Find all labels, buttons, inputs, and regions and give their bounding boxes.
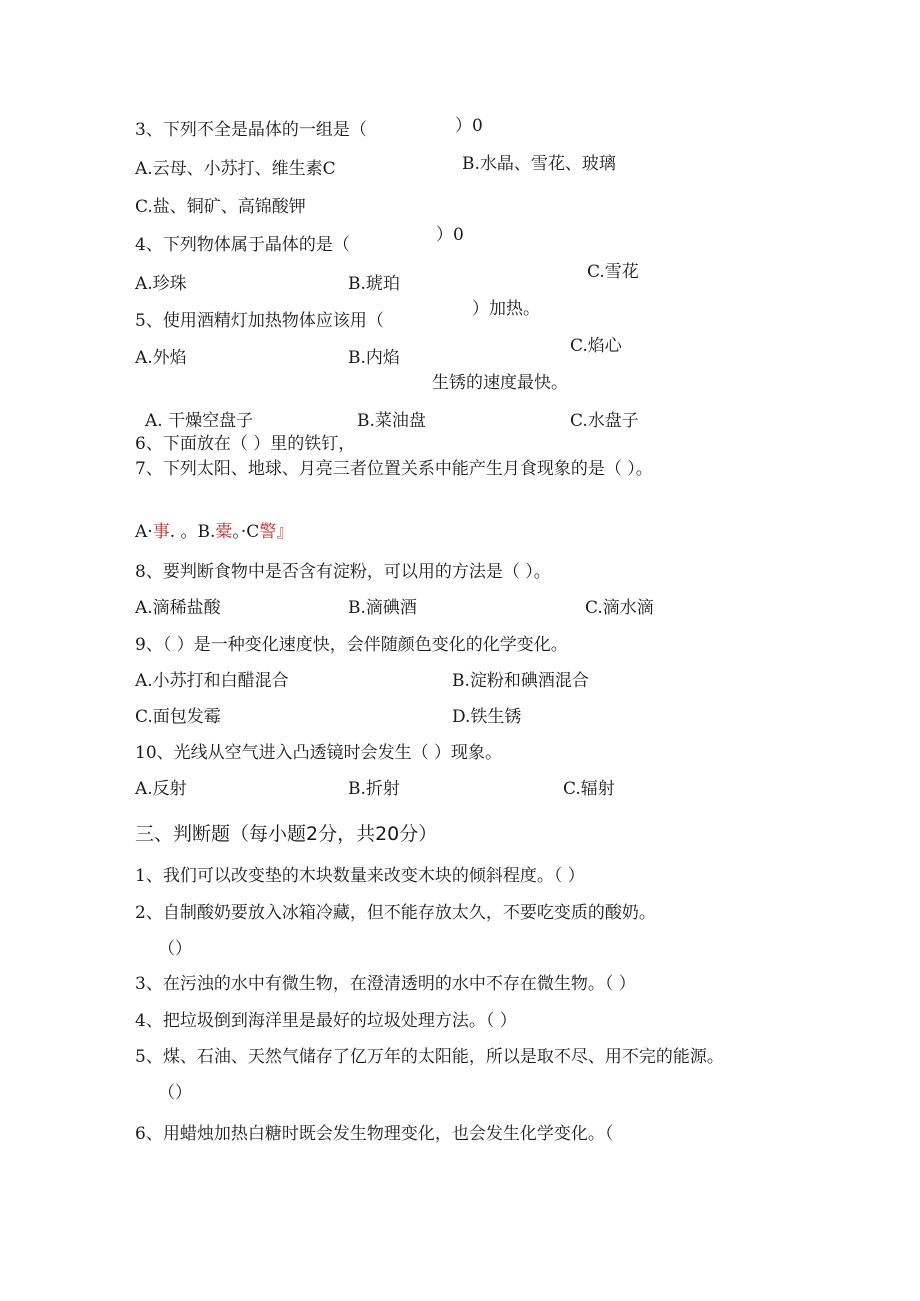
judge-item-3: 3、在污浊的水中有微生物，在澄清透明的水中不存在微生物。（ ） xyxy=(135,974,636,994)
judge-item-5-paren: （） xyxy=(158,1083,192,1103)
judge-item-5: 5、煤、石油、天然气储存了亿万年的太阳能，所以是取不尽、用不完的能源。 xyxy=(135,1047,724,1067)
judge-item-4: 4、把垃圾倒到海洋里是最好的垃圾处理方法。（ ） xyxy=(135,1011,517,1031)
q4-close: ）0 xyxy=(436,225,464,245)
q6-option-c: C.水盘子 xyxy=(570,411,639,431)
judge-item-1: 1、我们可以改变垫的木块数量来改变木块的倾斜程度。（ ） xyxy=(135,866,585,886)
q7-options xyxy=(135,521,293,543)
q6-stem-tail: 生锈的速度最快。 xyxy=(432,373,568,393)
q10-option-c: C.辐射 xyxy=(563,779,615,799)
q7-end-mark: 』 xyxy=(276,522,294,542)
q10-stem: 10、光线从空气进入凸透镜时会发生（ ）现象。 xyxy=(135,743,503,763)
q5-option-b: B.内焰 xyxy=(348,348,400,368)
q6-option-a: A. 干燥空盘子 xyxy=(145,411,254,431)
q7-option-a-label: A· xyxy=(135,522,153,542)
q7-stem: 7、下列太阳、地球、月亮三者位置关系中能产生月食现象的是（ ）。 xyxy=(135,459,653,479)
q10-option-a: A.反射 xyxy=(135,779,187,799)
q3-option-a: A.云母、小苏打、维生素C xyxy=(135,159,336,179)
q7-option-c-figure: 警 xyxy=(259,522,277,542)
q7-option-a-figure: 事 xyxy=(152,522,170,542)
q4-option-b: B.琥珀 xyxy=(348,274,400,294)
q5-option-a: A.外焰 xyxy=(135,348,187,368)
q6-stem: 6、下面放在（ ）里的铁钉， xyxy=(135,434,356,454)
q4-stem: 4、下列物体属于晶体的是（ xyxy=(135,235,350,255)
q9-option-c: C.面包发霉 xyxy=(135,707,221,727)
q9-option-d: D.铁生锈 xyxy=(452,707,522,727)
q8-option-a: A.滴稀盐酸 xyxy=(135,598,221,618)
q6-option-b: B.菜油盘 xyxy=(357,411,426,431)
q8-option-c: C.滴水滴 xyxy=(585,598,654,618)
q9-stem: 9、（ ）是一种变化速度快，会伴随颜色变化的化学变化。 xyxy=(135,635,568,655)
q10-option-b: B.折射 xyxy=(348,779,400,799)
q4-option-c: C.雪花 xyxy=(587,262,639,282)
q3-option-c: C.盐、铜矿、高锦酸钾 xyxy=(135,197,306,217)
q5-close: ）加热。 xyxy=(472,299,540,319)
q5-stem: 5、使用酒精灯加热物体应该用（ xyxy=(135,311,384,331)
q8-stem: 8、要判断食物中是否含有淀粉，可以用的方法是（ ）。 xyxy=(135,562,551,582)
q5-option-c: C.焰心 xyxy=(570,336,622,356)
q4-option-a: A.珍珠 xyxy=(135,274,187,294)
judge-item-6: 6、用蜡烛加热白糖时既会发生物理变化，也会发生化学变化。（ xyxy=(135,1124,614,1144)
section-3-title: 三、判断题（每小题2分，共20分） xyxy=(135,823,438,845)
q7-option-b-figure: 橐 xyxy=(215,522,233,542)
judge-item-2-paren: （） xyxy=(158,939,192,959)
q7-sep-2: 。·C xyxy=(232,522,260,542)
q7-sep-1: . 。B. xyxy=(169,522,216,542)
q3-option-b: B.水晶、雪花、玻璃 xyxy=(462,154,616,174)
q9-option-b: B.淀粉和碘酒混合 xyxy=(452,671,589,691)
q3-stem: 3、下列不全是晶体的一组是（ xyxy=(135,120,367,140)
q9-option-a: A.小苏打和白醋混合 xyxy=(135,671,289,691)
q3-close: ）0 xyxy=(455,116,483,136)
q8-option-b: B.滴碘酒 xyxy=(348,598,417,618)
judge-item-2: 2、自制酸奶要放入冰箱冷藏，但不能存放太久，不要吃变质的酸奶。 xyxy=(135,903,656,923)
